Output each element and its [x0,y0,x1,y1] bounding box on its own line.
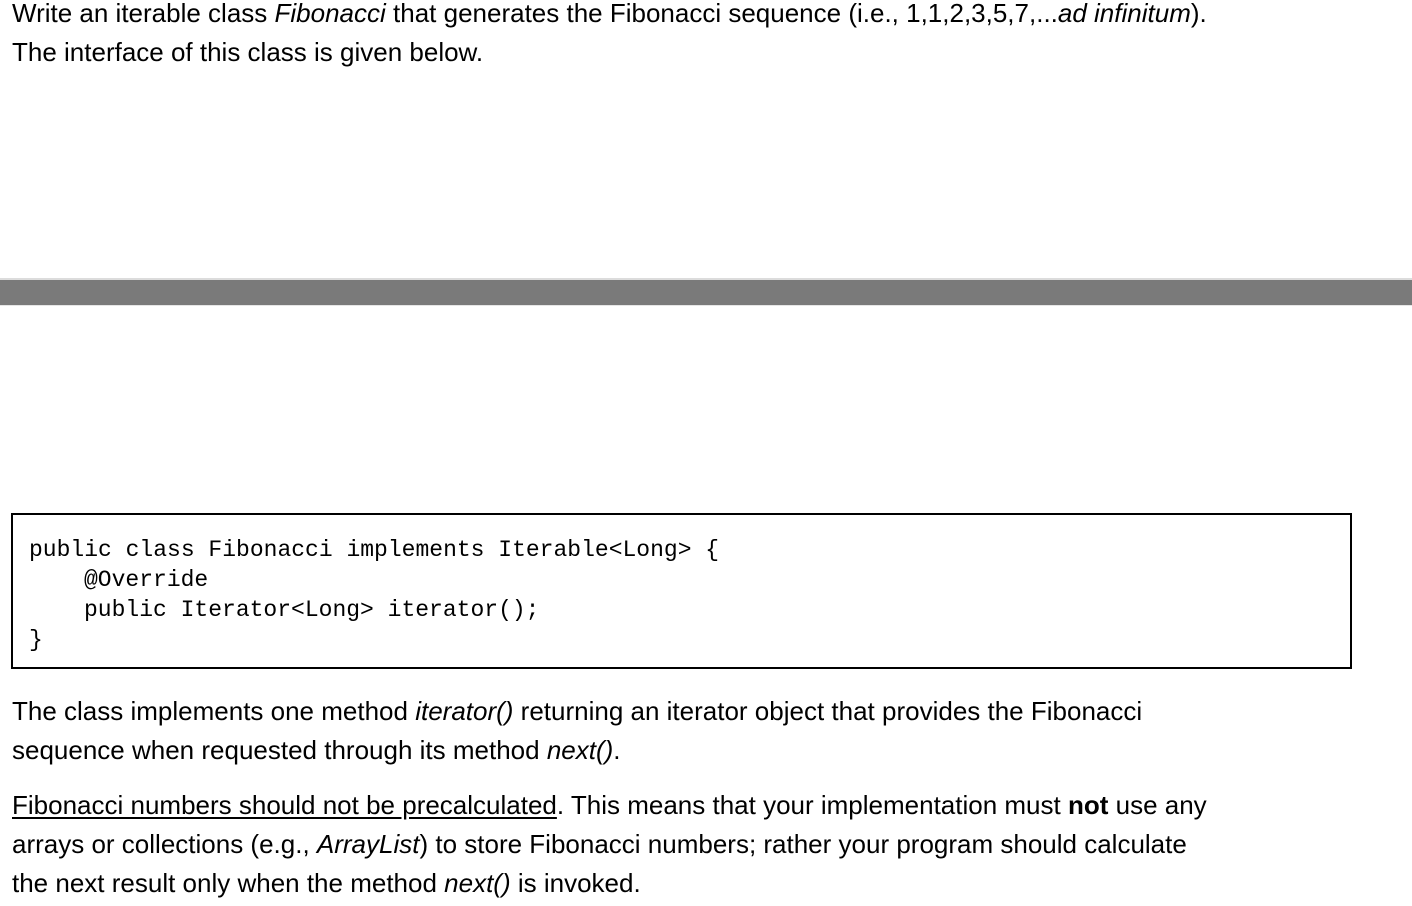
rule-text: arrays or collections (e.g., [12,829,317,859]
code-line: } [29,627,43,653]
rule-text: the next result only when the method [12,868,445,898]
description-text: The class implements one method [12,696,416,726]
code-line: public class Fibonacci implements Iterable<Long> { [29,537,720,563]
description-text: returning an iterator object that provides the Fibonacci [513,696,1143,726]
rule-paragraph [12,786,1207,903]
ad-infinitum-text: ad infinitum [1057,0,1191,28]
rule-underlined-text: Fibonacci numbers should not be precalculated [12,790,557,820]
rule-text: . This means that your implementation must [556,790,1068,820]
code-listing [29,535,719,655]
rule-bold-not: not [1067,790,1109,820]
description-paragraph [12,692,1142,770]
code-line: @Override [84,567,209,593]
description-text: sequence when requested through its method [12,735,547,765]
method-name-iterator: iterator() [415,696,514,726]
code-box [11,513,1352,669]
class-name-arraylist: ArrayList [316,829,420,859]
method-name-next: next() [444,868,511,898]
code-line: public Iterator<Long> iterator(); [84,597,540,623]
intro-text: ). [1190,0,1207,28]
page-divider-bar [0,278,1412,306]
intro-text: that generates the Fibonacci sequence (i.e., 1,1,2,3,5,7,... [385,0,1058,28]
rule-text: ) to store Fibonacci numbers; rather your program should calculate [419,829,1187,859]
rule-text: use any [1108,790,1207,820]
intro-text: The interface of this class is given below. [12,37,484,67]
rule-text: is invoked. [510,868,641,898]
intro-text: Write an iterable class [12,0,275,28]
class-name-fibonacci: Fibonacci [274,0,386,28]
method-name-next: next() [546,735,614,765]
description-text: . [613,735,621,765]
intro-paragraph [12,0,1207,72]
